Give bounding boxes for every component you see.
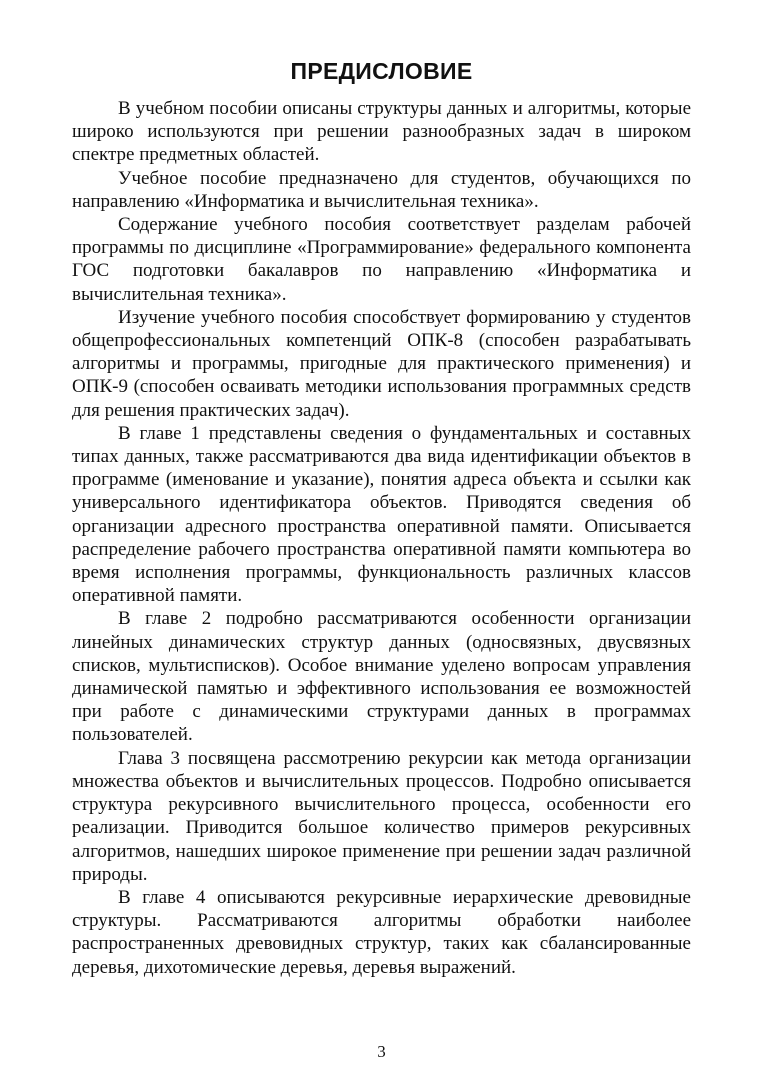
body-text xyxy=(72,97,691,979)
paragraph: Глава 3 посвящена рассмотрению рекурсии как метода организации множества объектов и вычислительных процессов. Подробно описывается структура рекурсивного вычислительного процесса, особенности его реализации. Приводится большое количество примеров рекурсивных алгоритмов, нашедших широкое применение при решении задач различной природы. xyxy=(72,747,691,885)
paragraph: В учебном пособии описаны структуры данных и алгоритмы, которые широко используются при решении разнообразных задач в широком спектре предметных областей. xyxy=(72,98,691,166)
page-number: 3 xyxy=(377,1042,386,1061)
document-page xyxy=(72,58,691,979)
paragraph: Изучение учебного пособия способствует формированию у студентов общепрофессиональных компетенций ОПК-8 (способен разрабатывать алгоритмы и программы, пригодные для практического применения) и ОПК-9 (способен осваивать методики использования программных средств для решения практических задач). xyxy=(72,306,691,421)
paragraph: В главе 2 подробно рассматриваются особенности организации линейных динамических структур данных (односвязных, двусвязных списков, мультисписков). Особое внимание уделено вопросам управления динамической памятью и эффективного использования ее возможностей при работе с динамическими структурами данных в программах пользователей. xyxy=(72,608,691,746)
page-title: ПРЕДИСЛОВИЕ xyxy=(290,58,473,84)
paragraph: В главе 1 представлены сведения о фундаментальных и составных типах данных, также рассматриваются два вида идентификации объектов в программе (именование и указание), понятия адреса объекта и ссылки как универсального идентификатора объектов. Приводятся сведения об организации адресного пространства оперативной памяти. Описывается распределение рабочего пространства оперативной памяти компьютера во время исполнения программы, функциональность различных классов оперативной памяти. xyxy=(72,422,691,607)
paragraph: Учебное пособие предназначено для студентов, обучающихся по направлению «Информатика и вычислительная техника». xyxy=(72,167,691,212)
paragraph: Содержание учебного пособия соответствует разделам рабочей программы по дисциплине «Программирование» федерального компонента ГОС подготовки бакалавров по направлению «Информатика и вычислительная техника». xyxy=(72,214,691,305)
paragraph: В главе 4 описываются рекурсивные иерархические древовидные структуры. Рассматриваются алгоритмы обработки наиболее распространенных древовидных структур, таких как сбалансированные деревья, дихотомические деревья, деревья выражений. xyxy=(72,886,691,978)
